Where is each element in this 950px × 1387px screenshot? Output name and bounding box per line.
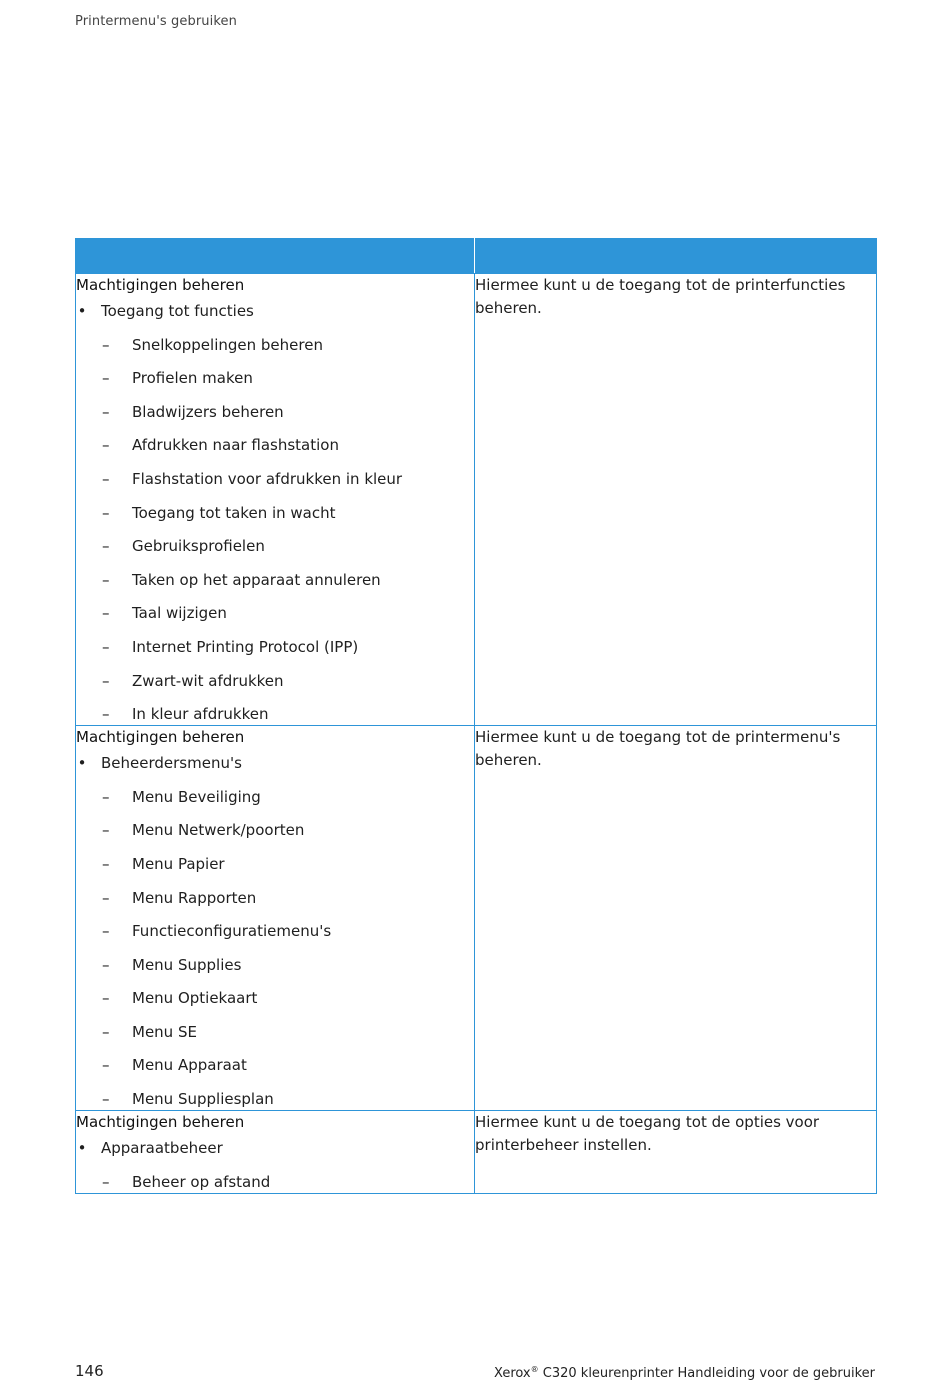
bullet-dot-icon: • bbox=[77, 1139, 87, 1158]
en-dash-icon: – bbox=[102, 1172, 110, 1191]
bullet-dot-icon: • bbox=[77, 302, 87, 320]
menu-table bbox=[75, 238, 877, 1194]
en-dash-icon: – bbox=[102, 821, 110, 840]
en-dash-icon: – bbox=[102, 1056, 110, 1075]
sub-item-list bbox=[76, 1171, 474, 1193]
en-dash-icon: – bbox=[102, 570, 110, 589]
menu-item-title: Machtigingen beheren bbox=[76, 728, 245, 747]
registered-mark: ® bbox=[530, 1365, 539, 1374]
list-item bbox=[76, 1088, 474, 1110]
en-dash-icon: – bbox=[102, 469, 110, 488]
list-item-label: Gebruiksprofielen bbox=[132, 537, 265, 556]
list-item-label: Menu Supplies bbox=[132, 955, 242, 974]
en-dash-icon: – bbox=[102, 335, 110, 354]
en-dash-icon: – bbox=[102, 989, 110, 1008]
list-item-label: Afdrukken naar flashstation bbox=[132, 436, 339, 455]
list-item bbox=[76, 401, 474, 423]
en-dash-icon: – bbox=[102, 1022, 110, 1041]
en-dash-icon: – bbox=[102, 955, 110, 974]
list-item-label: Zwart-wit afdrukken bbox=[132, 671, 284, 690]
en-dash-icon: – bbox=[102, 854, 110, 873]
en-dash-icon: – bbox=[102, 503, 110, 522]
list-item bbox=[76, 1054, 474, 1076]
bullet-dot-icon: • bbox=[77, 754, 87, 773]
list-item-label: Flashstation voor afdrukken in kleur bbox=[132, 469, 403, 488]
list-item bbox=[76, 887, 474, 909]
list-item bbox=[76, 602, 474, 624]
list-item-label: Menu Apparaat bbox=[132, 1056, 247, 1075]
list-item bbox=[76, 853, 474, 875]
list-item bbox=[76, 703, 474, 725]
table-header-cell-description bbox=[475, 239, 877, 274]
menu-item-cell bbox=[76, 1111, 475, 1194]
list-item bbox=[76, 468, 474, 490]
description-cell: Hiermee kunt u de toegang tot de printerfuncties beheren. bbox=[475, 274, 877, 726]
table-row bbox=[76, 274, 877, 726]
en-dash-icon: – bbox=[102, 671, 110, 690]
running-header: Printermenu's gebruiken bbox=[75, 14, 237, 29]
description-cell: Hiermee kunt u de toegang tot de opties voor printerbeheer instellen. bbox=[475, 1111, 877, 1194]
list-item-label: Menu Suppliesplan bbox=[132, 1090, 274, 1109]
list-item-label: Menu Papier bbox=[132, 854, 225, 873]
list-item bbox=[76, 367, 474, 389]
list-item bbox=[76, 954, 474, 976]
footer-document-title bbox=[494, 1365, 875, 1381]
menu-item-title: Machtigingen beheren bbox=[76, 276, 245, 294]
en-dash-icon: – bbox=[102, 402, 110, 421]
list-item-label: Bladwijzers beheren bbox=[132, 402, 284, 421]
table-row bbox=[76, 726, 877, 1111]
list-item bbox=[76, 502, 474, 524]
table-header-cell-menu-item bbox=[76, 239, 475, 274]
list-item bbox=[76, 786, 474, 808]
list-item bbox=[76, 920, 474, 942]
footer-brand: Xerox bbox=[494, 1366, 531, 1381]
en-dash-icon: – bbox=[102, 436, 110, 455]
menu-item-cell bbox=[76, 726, 475, 1111]
list-item-label: Menu Beveiliging bbox=[132, 787, 261, 806]
list-item bbox=[76, 670, 474, 692]
list-item bbox=[76, 569, 474, 591]
list-item-label: Menu Netwerk/poorten bbox=[132, 821, 305, 840]
list-item-label: Menu Optiekaart bbox=[132, 989, 258, 1008]
bullet-item bbox=[76, 300, 474, 322]
table-header-row bbox=[76, 239, 877, 274]
list-item bbox=[76, 819, 474, 841]
en-dash-icon: – bbox=[102, 888, 110, 907]
en-dash-icon: – bbox=[102, 369, 110, 388]
en-dash-icon: – bbox=[102, 1090, 110, 1109]
en-dash-icon: – bbox=[102, 705, 110, 724]
en-dash-icon: – bbox=[102, 604, 110, 623]
sub-item-list bbox=[76, 786, 474, 1110]
bullet-item bbox=[76, 1137, 474, 1159]
list-item-label: Snelkoppelingen beheren bbox=[132, 335, 323, 354]
bullet-item-label: Apparaatbeheer bbox=[101, 1139, 223, 1158]
list-item-label: Functieconfiguratiemenu's bbox=[132, 922, 332, 941]
list-item-label: Taal wijzigen bbox=[132, 604, 227, 623]
page-number: 146 bbox=[75, 1362, 104, 1380]
list-item bbox=[76, 1171, 474, 1193]
list-item-label: Taken op het apparaat annuleren bbox=[132, 570, 381, 589]
list-item bbox=[76, 434, 474, 456]
list-item bbox=[76, 636, 474, 658]
description-cell: Hiermee kunt u de toegang tot de printermenu's beheren. bbox=[475, 726, 877, 1111]
list-item-label: Toegang tot taken in wacht bbox=[132, 503, 336, 522]
table-row bbox=[76, 1111, 877, 1194]
list-item-label: Profielen maken bbox=[132, 369, 253, 388]
list-item-label: Beheer op afstand bbox=[132, 1172, 271, 1191]
menu-item-cell bbox=[76, 274, 475, 726]
footer-title-rest: C320 kleurenprinter Handleiding voor de gebruiker bbox=[538, 1366, 875, 1381]
list-item-label: Menu SE bbox=[132, 1022, 197, 1041]
list-item-label: Internet Printing Protocol (IPP) bbox=[132, 637, 359, 656]
en-dash-icon: – bbox=[102, 787, 110, 806]
en-dash-icon: – bbox=[102, 922, 110, 941]
list-item bbox=[76, 987, 474, 1009]
list-item bbox=[76, 334, 474, 356]
menu-table-container bbox=[75, 238, 876, 1194]
menu-item-title: Machtigingen beheren bbox=[76, 1113, 245, 1132]
table-body bbox=[76, 274, 877, 1194]
bullet-item bbox=[76, 752, 474, 774]
bullet-item-label: Toegang tot functies bbox=[101, 302, 254, 320]
sub-item-list bbox=[76, 334, 474, 726]
bullet-item-label: Beheerdersmenu's bbox=[101, 754, 242, 773]
list-item bbox=[76, 535, 474, 557]
en-dash-icon: – bbox=[102, 637, 110, 656]
list-item-label: In kleur afdrukken bbox=[132, 705, 269, 724]
list-item-label: Menu Rapporten bbox=[132, 888, 257, 907]
en-dash-icon: – bbox=[102, 537, 110, 556]
list-item bbox=[76, 1021, 474, 1043]
